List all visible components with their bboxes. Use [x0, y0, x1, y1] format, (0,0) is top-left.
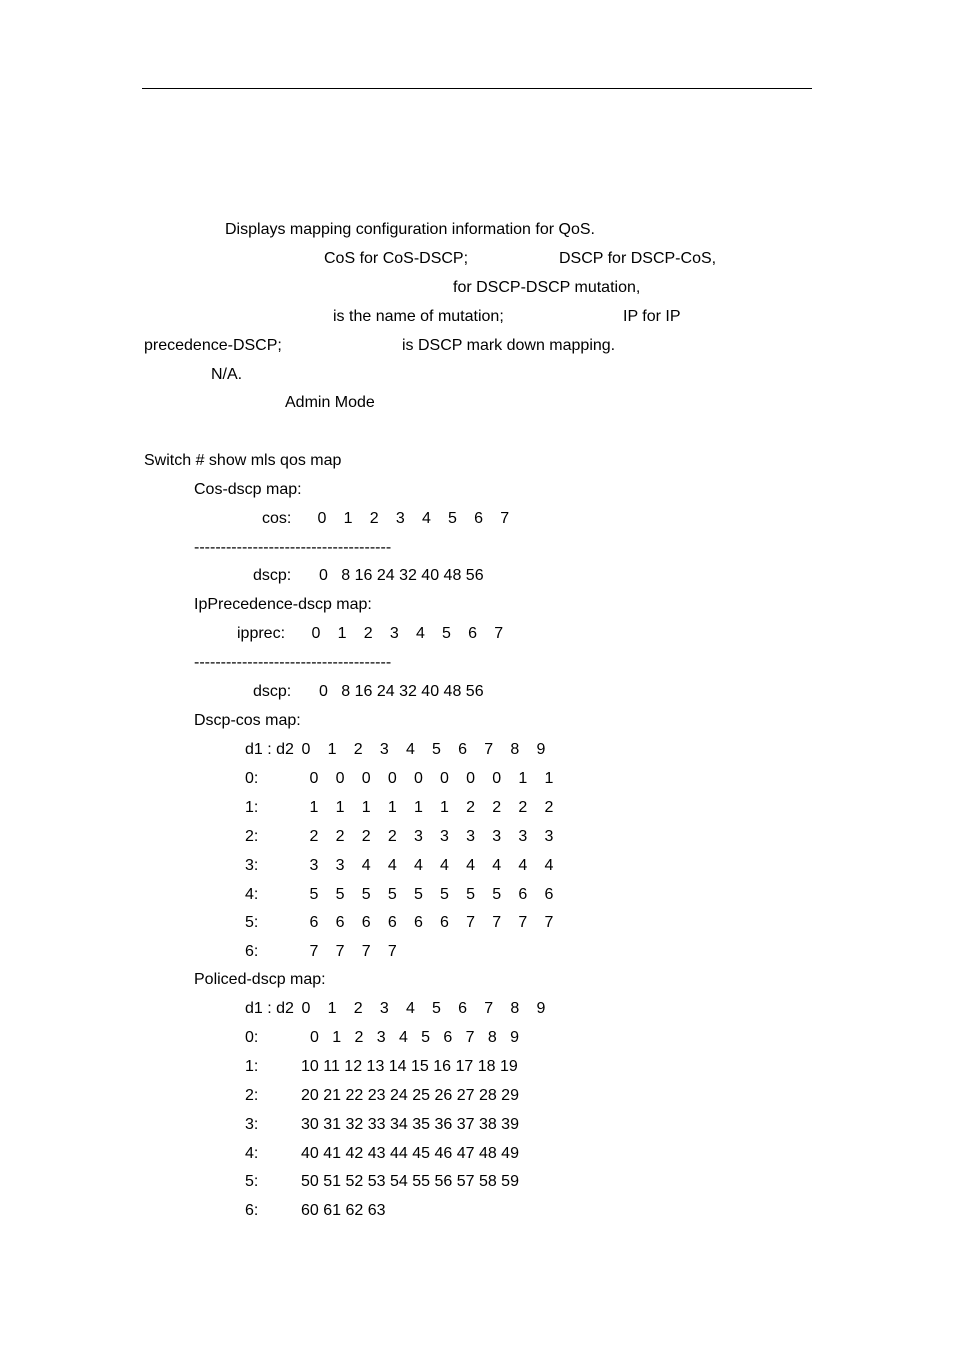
table-cell: 7 — [387, 943, 397, 961]
table-header-cell: 4 — [405, 1000, 415, 1017]
table-header-cell: 6 — [458, 741, 468, 758]
table-cell: 7 — [309, 943, 319, 961]
table-row-label: 3: — [245, 856, 259, 874]
table-row-values: 30 31 32 33 34 35 36 37 38 39 — [301, 1115, 519, 1133]
table-header-cell: 1 — [327, 741, 337, 758]
table-cell: 3 — [466, 827, 476, 845]
table-cell: 3 — [440, 827, 449, 845]
table-cell: 1 — [440, 798, 449, 816]
table-cell: 1 — [309, 798, 319, 816]
table-cell: 4 — [544, 856, 554, 874]
table-header-cell: 2 — [353, 1000, 363, 1017]
table-cell: 0 — [466, 769, 476, 787]
table-cell: 5 — [309, 885, 319, 903]
table-row-label: 4: — [245, 1144, 259, 1162]
header-rule — [142, 88, 812, 89]
table-row-values: 40 41 42 43 44 45 46 47 48 49 — [301, 1144, 519, 1162]
table-header-cell: 3 — [379, 741, 389, 758]
table-cell: 7 — [361, 943, 371, 961]
table-cell: 1 — [361, 798, 371, 816]
table-row-label: 4: — [245, 885, 259, 903]
table-cell: 6 — [413, 914, 423, 932]
table-header-cell: 7 — [484, 741, 494, 758]
table-header-cell: 8 — [510, 741, 520, 758]
table-header-cell: 5 — [432, 1000, 441, 1017]
table-cell: 5 — [335, 885, 345, 903]
description-ip-part: IP for IP — [623, 308, 681, 325]
table-header-cell: 9 — [536, 741, 546, 758]
table-row-label: 1: — [245, 1057, 259, 1075]
table-cell: 1 — [387, 798, 397, 816]
table-cell: 6 — [387, 914, 397, 932]
table-row-label: 2: — [245, 1086, 259, 1104]
table-cell: 5 — [466, 885, 476, 903]
table-header-cell: 3 — [379, 1000, 389, 1017]
ipprec-row-cell: 6 — [468, 625, 478, 642]
cos-row-cell: 7 — [500, 510, 510, 527]
table-cell: 0 — [309, 769, 319, 787]
table-row-label: 2: — [245, 827, 259, 845]
table-header-cell: 0 — [301, 741, 311, 758]
table-cell: 5 — [387, 885, 397, 903]
description-intro: Displays mapping configuration information for QoS. — [225, 221, 595, 238]
table-cell: 4 — [518, 856, 528, 874]
table-header-cell: 9 — [536, 1000, 546, 1017]
table-cell: 2 — [387, 827, 397, 845]
table-cell: 6 — [335, 914, 345, 932]
ipprec-row-cell: 7 — [494, 625, 504, 642]
table-cell: 3 — [492, 827, 502, 845]
cos-row-cell: 6 — [474, 510, 484, 527]
table-row-label: 5: — [245, 1173, 259, 1191]
table-cell: 0 — [335, 769, 345, 787]
ipprec-row-cell: 1 — [337, 625, 347, 642]
table-row-values: 60 61 62 63 — [301, 1202, 386, 1220]
cos-dscp-separator: ------------------------------------- — [194, 539, 392, 556]
table-cell: 2 — [466, 798, 476, 816]
table-cell: 3 — [544, 827, 554, 845]
table-header-cell: 1 — [327, 1000, 337, 1017]
description-dscp-part: DSCP for DSCP-CoS, — [559, 250, 717, 267]
table-cell: 1 — [335, 798, 345, 816]
cos-row-cell: 4 — [421, 510, 431, 527]
table-header-cell: 4 — [405, 741, 415, 758]
table-header-label: d1 : d2 — [245, 1000, 294, 1017]
table-cell: 1 — [518, 769, 528, 787]
table-header-cell: 5 — [432, 741, 441, 758]
cos-dscp-row-dscp-values: 0 8 16 24 32 40 48 56 — [319, 567, 484, 584]
table-cell: 7 — [518, 914, 528, 932]
ipprec-dscp-separator: ------------------------------------- — [194, 654, 392, 671]
table-row-label: 6: — [245, 943, 259, 961]
table-cell: 2 — [361, 827, 371, 845]
ipprec-row-cell: 2 — [363, 625, 373, 642]
cos-dscp-title: Cos-dscp map: — [194, 481, 302, 498]
cos-row-label: cos: — [262, 510, 292, 527]
table-cell: 6 — [440, 914, 449, 932]
table-cell: 4 — [466, 856, 476, 874]
table-cell: 2 — [544, 798, 554, 816]
table-header-cell: 8 — [510, 1000, 520, 1017]
table-cell: 0 — [440, 769, 449, 787]
table-cell: 4 — [361, 856, 371, 874]
description-mode: Admin Mode — [285, 394, 375, 411]
ipprec-row-cell: 0 — [311, 625, 321, 642]
cos-row-cell: 1 — [343, 510, 353, 527]
table-cell: 2 — [492, 798, 502, 816]
table-cell: 3 — [518, 827, 528, 845]
table-row-values: 20 21 22 23 24 25 26 27 28 29 — [301, 1086, 519, 1104]
table-row-label: 1: — [245, 798, 259, 816]
cos-dscp-row-dscp-label: dscp: — [253, 567, 292, 584]
description-precedence-part: precedence-DSCP; — [144, 337, 282, 354]
table-cell: 4 — [413, 856, 423, 874]
table-cell: 4 — [492, 856, 502, 874]
table-cell: 3 — [413, 827, 423, 845]
cos-row-cell: 5 — [448, 510, 457, 527]
table-cell: 0 — [361, 769, 371, 787]
table-cell: 0 — [387, 769, 397, 787]
ipprec-row-label: ipprec: — [237, 625, 286, 642]
table-cell: 0 — [492, 769, 502, 787]
table-cell: 5 — [413, 885, 423, 903]
description-default: N/A. — [211, 366, 243, 383]
ipprec-row-cell: 5 — [442, 625, 451, 642]
dscp-cos-title: Dscp-cos map: — [194, 712, 301, 729]
table-cell: 4 — [387, 856, 397, 874]
table-cell: 3 — [335, 856, 345, 874]
table-row-label: 3: — [245, 1115, 259, 1133]
table-cell: 5 — [361, 885, 371, 903]
table-cell: 7 — [335, 943, 345, 961]
ipprec-row-cell: 4 — [415, 625, 425, 642]
table-cell: 1 — [413, 798, 423, 816]
table-row-label: 0: — [245, 1028, 259, 1046]
cos-row-cell: 0 — [317, 510, 327, 527]
policed-dscp-title: Policed-dscp map: — [194, 971, 326, 988]
description-cos-part: CoS for CoS-DSCP; — [324, 250, 469, 267]
table-cell: 5 — [492, 885, 502, 903]
table-row-values: 10 11 12 13 14 15 16 17 18 19 — [301, 1057, 518, 1075]
ipprec-row-cell: 3 — [389, 625, 399, 642]
table-cell: 2 — [518, 798, 528, 816]
ipprec-dscp-row-dscp-label: dscp: — [253, 683, 292, 700]
cos-row-cell: 2 — [369, 510, 379, 527]
table-cell: 0 — [413, 769, 423, 787]
table-row-label: 0: — [245, 769, 259, 787]
table-cell: 7 — [492, 914, 502, 932]
table-row-label: 5: — [245, 914, 259, 932]
table-cell: 2 — [335, 827, 345, 845]
table-header-cell: 0 — [301, 1000, 311, 1017]
table-cell: 7 — [466, 914, 476, 932]
ipprec-dscp-row-dscp-values: 0 8 16 24 32 40 48 56 — [319, 683, 484, 700]
table-cell: 6 — [544, 885, 554, 903]
description-name-part: is the name of mutation; — [333, 308, 504, 325]
table-cell: 6 — [361, 914, 371, 932]
table-row-label: 6: — [245, 1202, 259, 1220]
table-header-cell: 6 — [458, 1000, 468, 1017]
table-header-label: d1 : d2 — [245, 741, 294, 758]
table-header-cell: 2 — [353, 741, 363, 758]
table-cell: 6 — [518, 885, 528, 903]
description-markdown-part: is DSCP mark down mapping. — [402, 337, 616, 354]
table-cell: 1 — [544, 769, 554, 787]
table-cell: 3 — [309, 856, 319, 874]
description-mutation-part: for DSCP-DSCP mutation, — [453, 279, 641, 296]
table-cell: 2 — [309, 827, 319, 845]
table-cell: 5 — [440, 885, 449, 903]
cos-row-cell: 3 — [395, 510, 405, 527]
ipprec-dscp-title: IpPrecedence-dscp map: — [194, 596, 372, 613]
table-cell: 4 — [440, 856, 449, 874]
table-row-values: 50 51 52 53 54 55 56 57 58 59 — [301, 1173, 519, 1191]
table-header-cell: 7 — [484, 1000, 494, 1017]
example-command: Switch # show mls qos map — [144, 452, 342, 469]
table-cell: 6 — [309, 914, 319, 932]
table-row-values: 0 1 2 3 4 5 6 7 8 9 — [310, 1028, 520, 1046]
table-cell: 7 — [544, 914, 554, 932]
